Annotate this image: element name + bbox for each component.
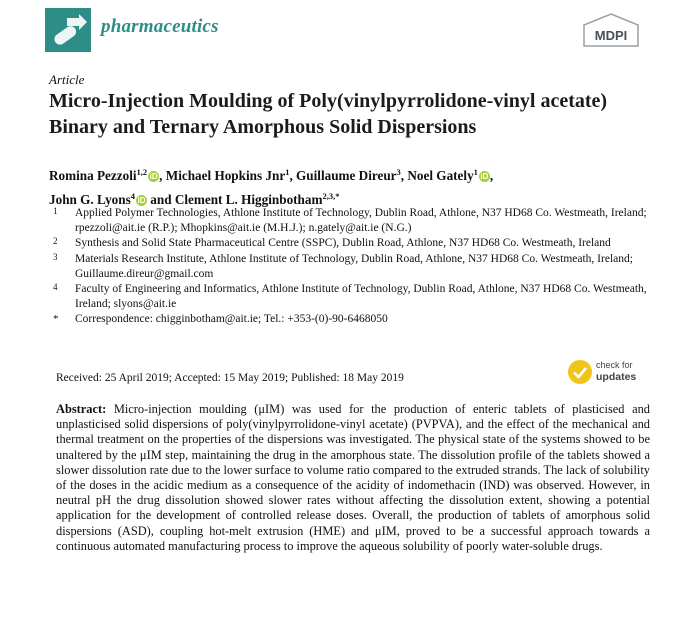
author-list [49, 162, 649, 210]
author-separator: and [146, 192, 175, 207]
author-affiliation-sup: 1,2 [136, 167, 148, 177]
author-affiliation-sup: 3 [396, 167, 401, 177]
abstract [56, 402, 650, 554]
author-affiliation-sup: 1 [285, 167, 290, 177]
author-separator: , [289, 168, 297, 183]
author-affiliation-sup: 4 [130, 191, 135, 201]
correspondence-text[interactable]: Correspondence: chigginbotham@ait.ie; Tel.: +353-(0)-90-6468050 [75, 313, 388, 326]
author-affiliation-sup: 1 [473, 167, 478, 177]
author-name[interactable]: John G. Lyons [49, 192, 131, 207]
correspondence-mark: * [53, 313, 59, 326]
orcid-icon[interactable]: iD [137, 196, 146, 205]
affiliation-item [49, 252, 649, 282]
affiliation-number: 1 [53, 206, 58, 216]
check-updates-line1: check for [596, 360, 633, 370]
affiliation-text: Synthesis and Solid State Pharmaceutical Centre (SSPC), Dublin Road, Athlone, N37 HD68 Co. Westmeath, Ireland [75, 237, 611, 250]
affiliation-number: 2 [53, 236, 58, 247]
check-for-updates-button[interactable] [568, 358, 648, 390]
check-updates-line2: updates [596, 371, 637, 383]
mdpi-logo[interactable] [580, 13, 642, 49]
publisher-name: MDPI [594, 28, 628, 43]
author-separator: , [159, 168, 166, 183]
affiliation-number: 3 [53, 251, 58, 262]
pharmaceutics-logo-icon [45, 8, 91, 52]
article-title: Micro-Injection Moulding of Poly(vinylpyrrolidone-vinyl acetate) Binary and Ternary Amorphous Solid Dispersions [49, 90, 608, 138]
author-separator: , [400, 168, 408, 183]
author-separator: , [489, 168, 494, 183]
author-name[interactable]: Noel Gately [407, 168, 474, 183]
publication-dates: Received: 25 April 2019; Accepted: 15 May 2019; Published: 18 May 2019 [56, 372, 404, 384]
author-name[interactable]: Guillaume Direur [296, 168, 397, 183]
orcid-icon[interactable]: iD [149, 172, 158, 181]
author-affiliation-sup: 2,3,* [322, 191, 340, 201]
orcid-icon[interactable]: iD [480, 172, 489, 181]
affiliation-number: 4 [53, 282, 58, 293]
article-type: Article [49, 72, 85, 87]
author-name[interactable]: Clement L. Higginbotham [174, 192, 323, 207]
affiliations [49, 206, 649, 328]
affiliation-item [49, 282, 649, 312]
journal-name[interactable]: pharmaceutics [101, 16, 219, 37]
abstract-text: Micro-injection moulding (μIM) was used for the production of enteric tablets of plasticised and unplasticised solid dispersions of poly(vinylpyrrolidone-vinyl acetate) (PVPVA), and the effect of the mechanical and thermal treatment on the properties of the dispersions was investigated. The physical state of the systems showed to be unaltered by the μIM step, maintaining the drug in the amorphous state. The dissolution profile of the tablets showed a slower dissolution rate due to the lower surface to volume ratio compared to the extruded strands. The lack of solubility of the doses in the acidic medium as a consequence of the acidity of indomethacin (IND) was observed. However, in neutral pH the drug dissolution showed slower rates without affecting the dissolution extent, showing a potential application for the development of controlled release doses. Overall, the production of tablets of amorphous solid dispersions (ASD), coupling hot-melt extrusion (HME) and μIM, proved to be a successful approach towards a continuous automated manufacturing process to improve the aqueous solubility of poorly water-soluble drugs. [56, 402, 650, 553]
correspondence [49, 312, 649, 327]
affiliation-item [49, 206, 649, 236]
affiliation-text: Applied Polymer Technologies, Athlone Institute of Technology, Dublin Road, Athlone, N37 HD68 Co. Westmeath, Ireland; rpezzoli@ait.ie (R.P.); Mhopkins@ait.ie (M.H.J.); n.gately@ait.ie (N.G.) [75, 207, 647, 235]
author-name[interactable]: Romina Pezzoli [49, 168, 137, 183]
author-name[interactable]: Michael Hopkins Jnr [165, 168, 286, 183]
affiliation-item [49, 236, 649, 251]
abstract-label: Abstract: [56, 402, 107, 416]
check-updates-icon [568, 360, 592, 384]
affiliation-text: Faculty of Engineering and Informatics, Athlone Institute of Technology, Dublin Road, Athlone, N37 HD68 Co. Westmeath, Ireland; slyons@ait.ie [75, 283, 647, 311]
affiliation-text: Materials Research Institute, Athlone Institute of Technology, Dublin Road, Athlone, N37 HD68 Co. Westmeath, Ireland; Guillaume.direur@gmail.com [75, 252, 633, 280]
